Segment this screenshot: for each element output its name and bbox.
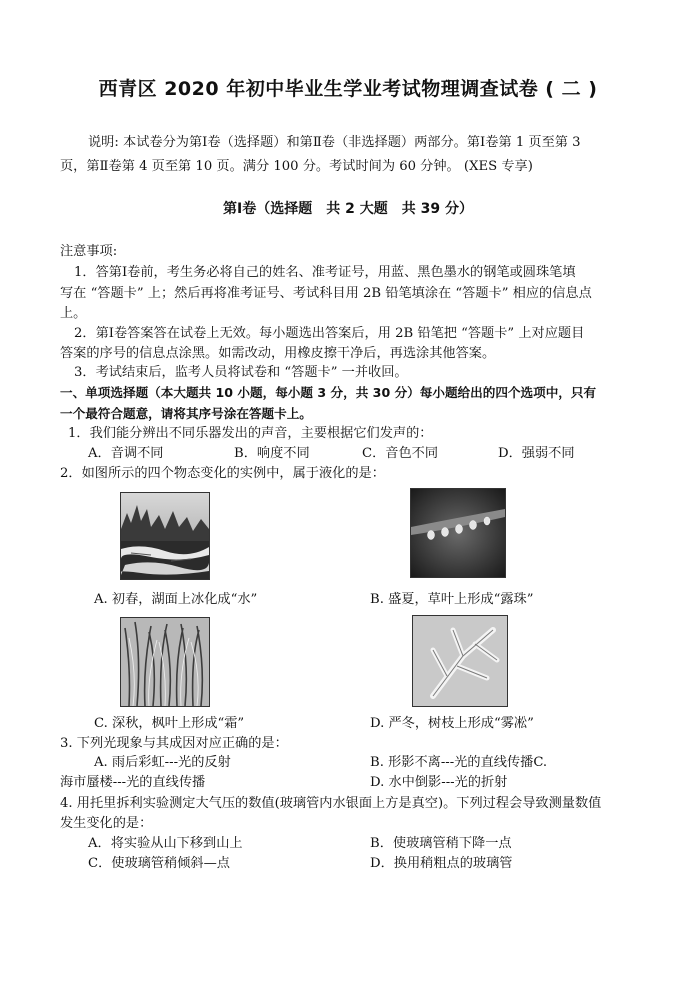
q4-stem-line-1: 4. 用托里拆利实验测定大气压的数值(玻璃管内水银面上方是真空)。下列过程会导致测量数值 <box>60 796 602 811</box>
notes-line: 写在 “答题卡” 上；然后再将准考证号、考试科目用 2B 铅笔填涂在 “答题卡” 相应的信息点 <box>60 286 592 301</box>
q2-option-d[interactable]: D. 严冬，树枝上形成“雾凇” <box>370 716 534 731</box>
frost-grass-photo <box>120 617 210 707</box>
q2-option-a[interactable]: A. 初春，湖面上冰化成“水” <box>94 592 258 607</box>
notes-line: 答案的序号的信息点涂黑。如需改动，用橡皮擦干净后，再选涂其他答案。 <box>60 346 496 361</box>
exam-title: 西青区 2020 年初中毕业生学业考试物理调查试卷 ( 二 ) <box>98 78 598 100</box>
notes-line: 2．第Ⅰ卷答案答在试卷上无效。每小题选出答案后，用 2B 铅笔把 “答题卡” 上对应题目 <box>74 326 585 341</box>
melting-ice-photo <box>120 492 210 580</box>
q3-option-d[interactable]: D. 水中倒影---光的折射 <box>370 775 508 790</box>
notes-line: 3．考试结束后，监考人员将试卷和 “答题卡” 一并收回。 <box>74 365 408 380</box>
intro-line-2: 页，第Ⅱ卷第 4 页至第 10 页。满分 100 分。考试时间为 60 分钟。 (XES 专享) <box>60 159 533 174</box>
q4-stem-line-2: 发生变化的是： <box>60 816 153 831</box>
q4-option-d[interactable]: D．换用稍粗点的玻璃管 <box>370 856 513 871</box>
q3-option-c[interactable]: 海市蜃楼---光的直线传播 <box>60 775 206 790</box>
part1-instruction-line-2: 一个最符合题意，请将其序号涂在答题卡上。 <box>60 406 312 421</box>
q3-option-a[interactable]: A. 雨后彩虹---光的反射 <box>94 755 231 770</box>
q2-stem: 2．如图所示的四个物态变化的实例中，属于液化的是： <box>60 466 385 481</box>
q1-option-a[interactable]: A．音调不同 <box>88 446 164 461</box>
q3-option-b[interactable]: B. 形影不离---光的直线传播C. <box>370 755 548 770</box>
notes-heading: 注意事项: <box>60 244 118 259</box>
part1-instruction-line-1: 一、单项选择题（本大题共 10 小题，每小题 3 分，共 30 分）每小题给出的四个选项中，只有 <box>60 385 597 400</box>
q4-option-c[interactable]: C．使玻璃管稍倾斜—点 <box>88 856 230 871</box>
rime-branch-photo <box>412 615 508 707</box>
dew-drops-photo <box>410 488 506 578</box>
q1-option-d[interactable]: D．强弱不同 <box>498 446 575 461</box>
q4-option-b[interactable]: B．使玻璃管稍下降一点 <box>370 836 512 851</box>
q2-option-b[interactable]: B. 盛夏，草叶上形成“露珠” <box>370 592 534 607</box>
notes-line: 上。 <box>60 306 87 321</box>
q1-option-b[interactable]: B．响度不同 <box>234 446 310 461</box>
q4-option-a[interactable]: A．将实验从山下移到山上 <box>88 836 243 851</box>
q2-option-c[interactable]: C. 深秋，枫叶上形成“霜” <box>94 716 245 731</box>
section-heading: 第Ⅰ卷（选择题 共 2 大题 共 39 分） <box>223 201 473 217</box>
notes-line: 1．答第Ⅰ卷前，考生务必将自己的姓名、准考证号，用蓝、黑色墨水的钢笔或圆珠笔填 <box>74 265 576 280</box>
q1-option-c[interactable]: C．音色不同 <box>362 446 439 461</box>
q3-stem: 3. 下列光现象与其成因对应正确的是： <box>60 736 288 751</box>
q1-stem: 1．我们能分辨出不同乐器发出的声音，主要根据它们发声的： <box>68 426 433 441</box>
intro-line-1: 说明: 本试卷分为第Ⅰ卷（选择题）和第Ⅱ卷（非选择题）两部分。第Ⅰ卷第 1 页至第 3 <box>88 135 581 150</box>
